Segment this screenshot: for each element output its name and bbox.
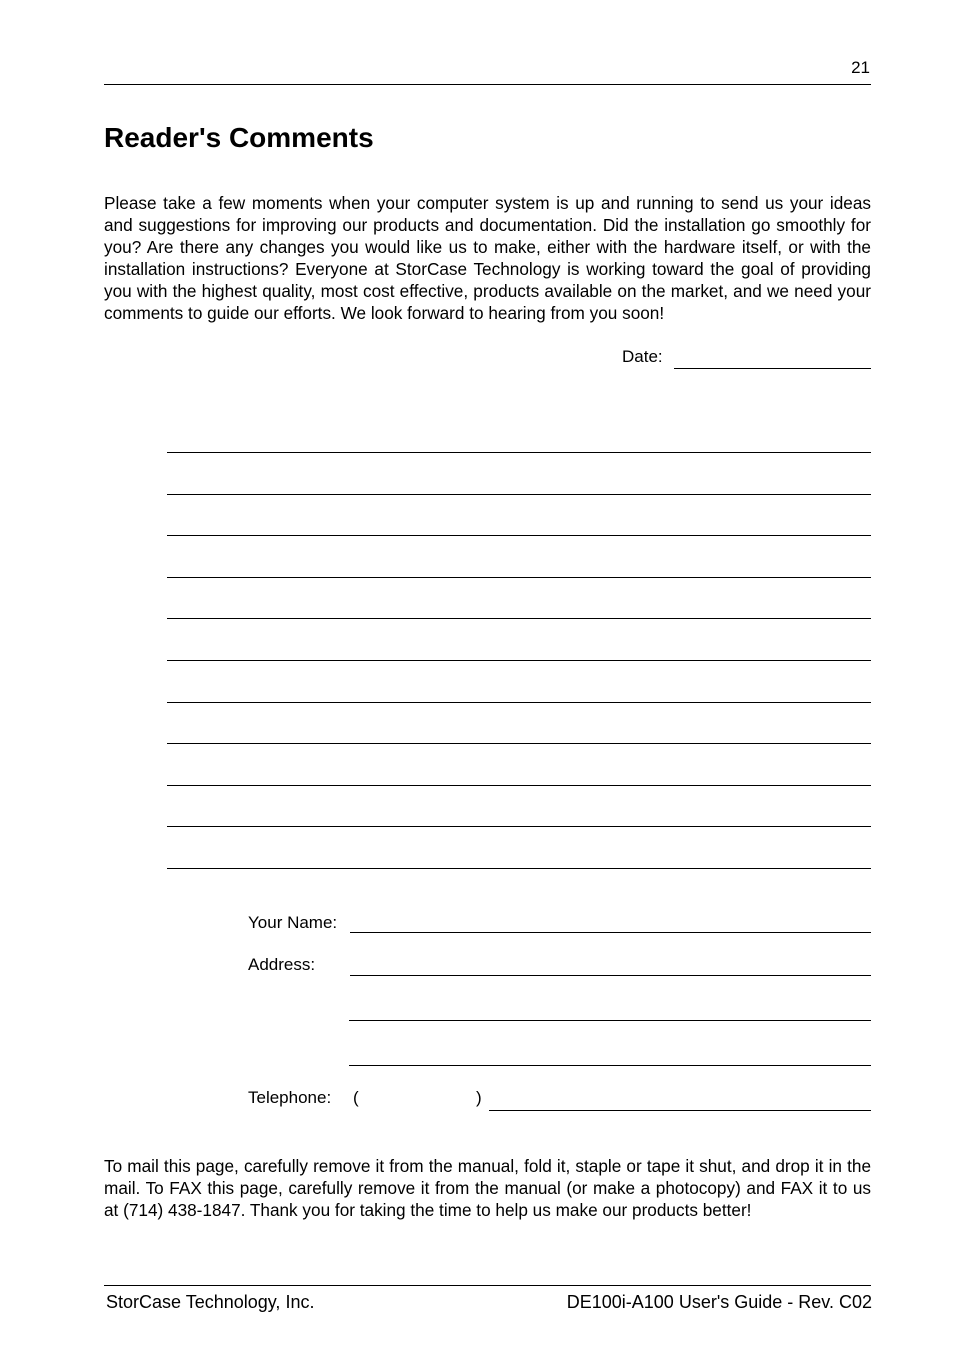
page-number: 21 [851, 58, 870, 77]
comment-line[interactable] [167, 494, 871, 495]
comment-line[interactable] [167, 535, 871, 536]
comment-line[interactable] [167, 785, 871, 786]
address-field-line-3[interactable] [349, 1065, 871, 1066]
address-field-line-2[interactable] [349, 1020, 871, 1021]
footer-doc-title: DE100i-A100 User's Guide - Rev. C02 [566, 1292, 872, 1312]
comment-line[interactable] [167, 702, 871, 703]
comment-line[interactable] [167, 577, 871, 578]
closing-paragraph: To mail this page, carefully remove it from the manual, fold it, staple or tape it shut, and drop it in the mail. To FAX this page, carefully remove it from the manual (or make a photocopy) and FAX it to us at (714) 438-1847. Thank you for taking the time to help us make our products better! [104, 1156, 871, 1220]
area-code-close-paren: ) [476, 1088, 482, 1107]
name-label: Your Name: [248, 913, 338, 932]
footer-company: StorCase Technology, Inc. [106, 1292, 315, 1312]
intro-paragraph: Please take a few moments when your computer system is up and running to send us your ideas and suggestions for improving our products and documentation. Did the installation go smoothly for you? Are there any changes you would like us to make, either with the hardware itself, or with the installation instructions? Everyone at StorCase Technology is working toward the goal of providing you with the highest quality, most cost effective, products available on the market, and we need your comments to guide our efforts. We look forward to hearing from you soon! [104, 193, 871, 323]
telephone-label: Telephone: [248, 1088, 332, 1107]
comment-line[interactable] [167, 868, 871, 869]
telephone-field[interactable] [489, 1110, 871, 1111]
comment-line[interactable] [167, 618, 871, 619]
address-field-line-1[interactable] [350, 975, 871, 976]
address-label: Address: [248, 955, 316, 974]
area-code-open-paren: ( [353, 1088, 359, 1107]
name-field[interactable] [350, 932, 871, 933]
footer-rule [104, 1285, 871, 1286]
comment-line[interactable] [167, 452, 871, 453]
date-label: Date: [622, 347, 663, 366]
date-field[interactable] [674, 368, 871, 369]
comment-line[interactable] [167, 660, 871, 661]
comment-line[interactable] [167, 743, 871, 744]
comment-line[interactable] [167, 826, 871, 827]
page-title: Reader's Comments [104, 122, 374, 153]
header-rule [104, 84, 871, 85]
